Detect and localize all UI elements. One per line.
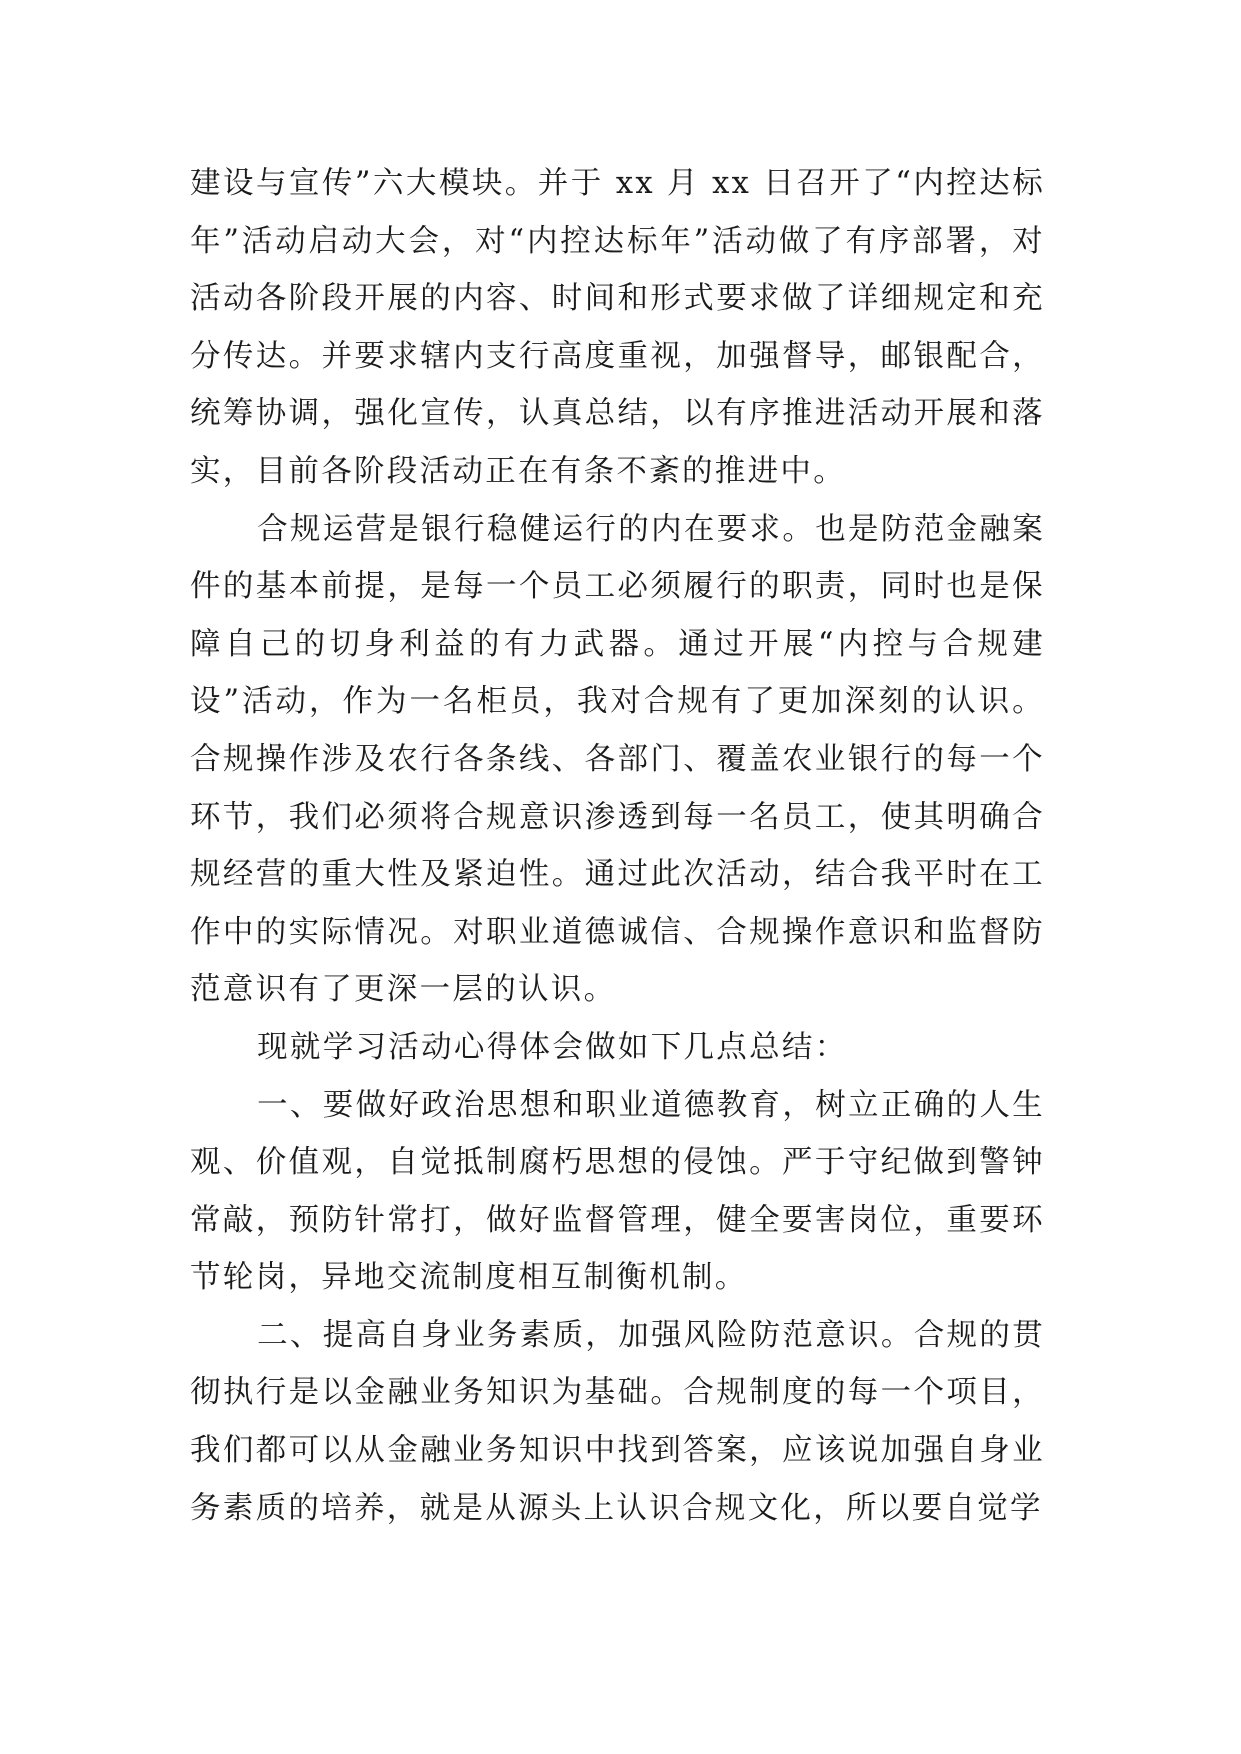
document-body xyxy=(190,155,1045,1537)
paragraph-4: 一、要做好政治思想和职业道德教育，树立正确的人生观、价值观，自觉抵制腐朽思想的侵蚀。严于守纪做到警钟常敲，预防针常打，做好监督管理，健全要害岗位，重要环节轮岗，异地交流制度相互制衡机制。 xyxy=(190,1087,1045,1296)
paragraph-1: 建设与宣传”六大模块。并于 xx 月 xx 日召开了“内控达标年”活动启动大会，对“内控达标年”活动做了有序部署，对活动各阶段开展的内容、时间和形式要求做了详细规定和充分传达。并要求辖内支行高度重视，加强督导，邮银配合，统筹协调，强化宣传，认真总结，以有序推进活动开展和落实，目前各阶段活动正在有条不紊的推进中。 xyxy=(190,166,1045,489)
paragraph-2: 合规运营是银行稳健运行的内在要求。也是防范金融案件的基本前提，是每一个员工必须履行的职责，同时也是保障自己的切身利益的有力武器。通过开展“内控与合规建设”活动，作为一名柜员，我对合规有了更加深刻的认识。合规操作涉及农行各条线、各部门、覆盖农业银行的每一个环节，我们必须将合规意识渗透到每一名员工，使其明确合规经营的重大性及紧迫性。通过此次活动，结合我平时在工作中的实际情况。对职业道德诚信、合规操作意识和监督防范意识有了更深一层的认识。 xyxy=(190,511,1045,1008)
paragraph-5: 二、提高自身业务素质，加强风险防范意识。合规的贯彻执行是以金融业务知识为基础。合规制度的每一个项目，我们都可以从金融业务知识中找到答案，应该说加强自身业务素质的培养，就是从源头上认识合规文化，所以要自觉学 xyxy=(190,1317,1045,1526)
paragraph-3: 现就学习活动心得体会做如下几点总结： xyxy=(257,1029,848,1065)
